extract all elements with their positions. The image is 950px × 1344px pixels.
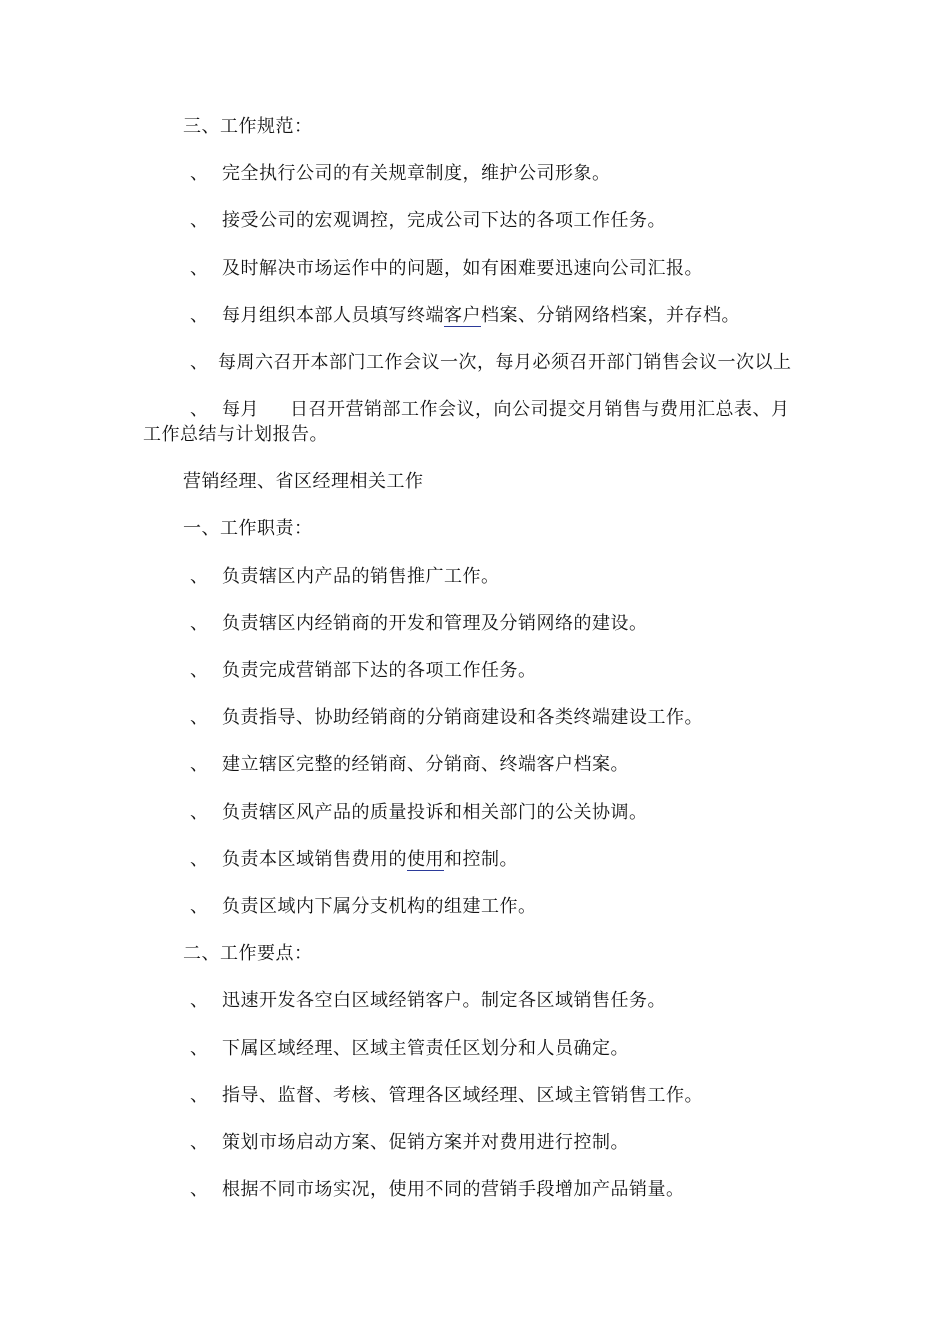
list-item: 下属区域经理、区域主管责任区划分和人员确定。 bbox=[222, 1038, 629, 1059]
list-bullet: 、 bbox=[190, 566, 208, 587]
list-item: 及时解决市场运作中的问题，如有困难要迅速向公司汇报。 bbox=[222, 258, 703, 279]
list-item bbox=[222, 304, 740, 328]
customer-link[interactable]: 客户 bbox=[444, 305, 481, 326]
list-item bbox=[222, 848, 518, 872]
list-bullet: 、 bbox=[190, 849, 208, 870]
list-item: 负责辖区风产品的质量投诉和相关部门的公关协调。 bbox=[222, 802, 648, 823]
list-bullet: 、 bbox=[190, 802, 208, 823]
list-item: 负责辖区内经销商的开发和管理及分销网络的建设。 bbox=[222, 613, 648, 634]
list-bullet: 、 bbox=[190, 754, 208, 775]
list-bullet: 、 bbox=[190, 1179, 208, 1200]
list-bullet: 、 bbox=[190, 210, 208, 231]
list-item-part: 日召开营销部工作会议，向公司提交月销售与费用汇总表、月 bbox=[290, 399, 790, 420]
list-item: 负责辖区内产品的销售推广工作。 bbox=[222, 566, 500, 587]
section-heading-norms: 三、工作规范： bbox=[183, 116, 313, 137]
section-heading-duties: 一、工作职责： bbox=[183, 518, 313, 539]
list-item-text: 和控制。 bbox=[444, 849, 518, 870]
list-item: 负责完成营销部下达的各项工作任务。 bbox=[222, 660, 537, 681]
list-bullet: 、 bbox=[190, 990, 208, 1011]
list-bullet: 、 bbox=[190, 896, 208, 917]
list-bullet: 、 bbox=[190, 707, 208, 728]
list-bullet: 、 bbox=[190, 399, 208, 420]
list-bullet: 、 bbox=[190, 305, 208, 326]
list-item: 负责区域内下属分支机构的组建工作。 bbox=[222, 896, 537, 917]
list-item: 建立辖区完整的经销商、分销商、终端客户档案。 bbox=[222, 754, 629, 775]
list-item: 迅速开发各空白区域经销客户。制定各区域销售任务。 bbox=[222, 990, 666, 1011]
list-bullet: 、 bbox=[190, 613, 208, 634]
list-bullet: 、 bbox=[190, 1132, 208, 1153]
list-item: 根据不同市场实况，使用不同的营销手段增加产品销量。 bbox=[222, 1179, 685, 1200]
list-bullet: 、 bbox=[190, 1038, 208, 1059]
list-item: 策划市场启动方案、促销方案并对费用进行控制。 bbox=[222, 1132, 629, 1153]
list-item-text: 每月组织本部人员填写终端 bbox=[222, 305, 444, 326]
list-item: 接受公司的宏观调控，完成公司下达的各项工作任务。 bbox=[222, 210, 666, 231]
section-title: 营销经理、省区经理相关工作 bbox=[183, 471, 424, 492]
list-bullet: 、 bbox=[190, 660, 208, 681]
list-item: 每周六召开本部门工作会议一次，每月必须召开部门销售会议一次以上 bbox=[218, 352, 792, 373]
list-bullet: 、 bbox=[190, 258, 208, 279]
usage-link[interactable]: 使用 bbox=[407, 849, 444, 870]
section-heading-points: 二、工作要点： bbox=[183, 943, 313, 964]
list-item: 完全执行公司的有关规章制度，维护公司形象。 bbox=[222, 163, 611, 184]
list-item-text: 负责本区域销售费用的 bbox=[222, 849, 407, 870]
list-bullet: 、 bbox=[190, 1085, 208, 1106]
list-item: 负责指导、协助经销商的分销商建设和各类终端建设工作。 bbox=[222, 707, 703, 728]
list-bullet: 、 bbox=[190, 163, 208, 184]
list-bullet: 、 bbox=[190, 352, 208, 373]
list-item-wrap: 工作总结与计划报告。 bbox=[143, 424, 328, 445]
list-item: 指导、监督、考核、管理各区域经理、区域主管销售工作。 bbox=[222, 1085, 703, 1106]
list-item-text: 档案、分销网络档案，并存档。 bbox=[481, 305, 740, 326]
list-item-part: 每月 bbox=[222, 399, 259, 420]
